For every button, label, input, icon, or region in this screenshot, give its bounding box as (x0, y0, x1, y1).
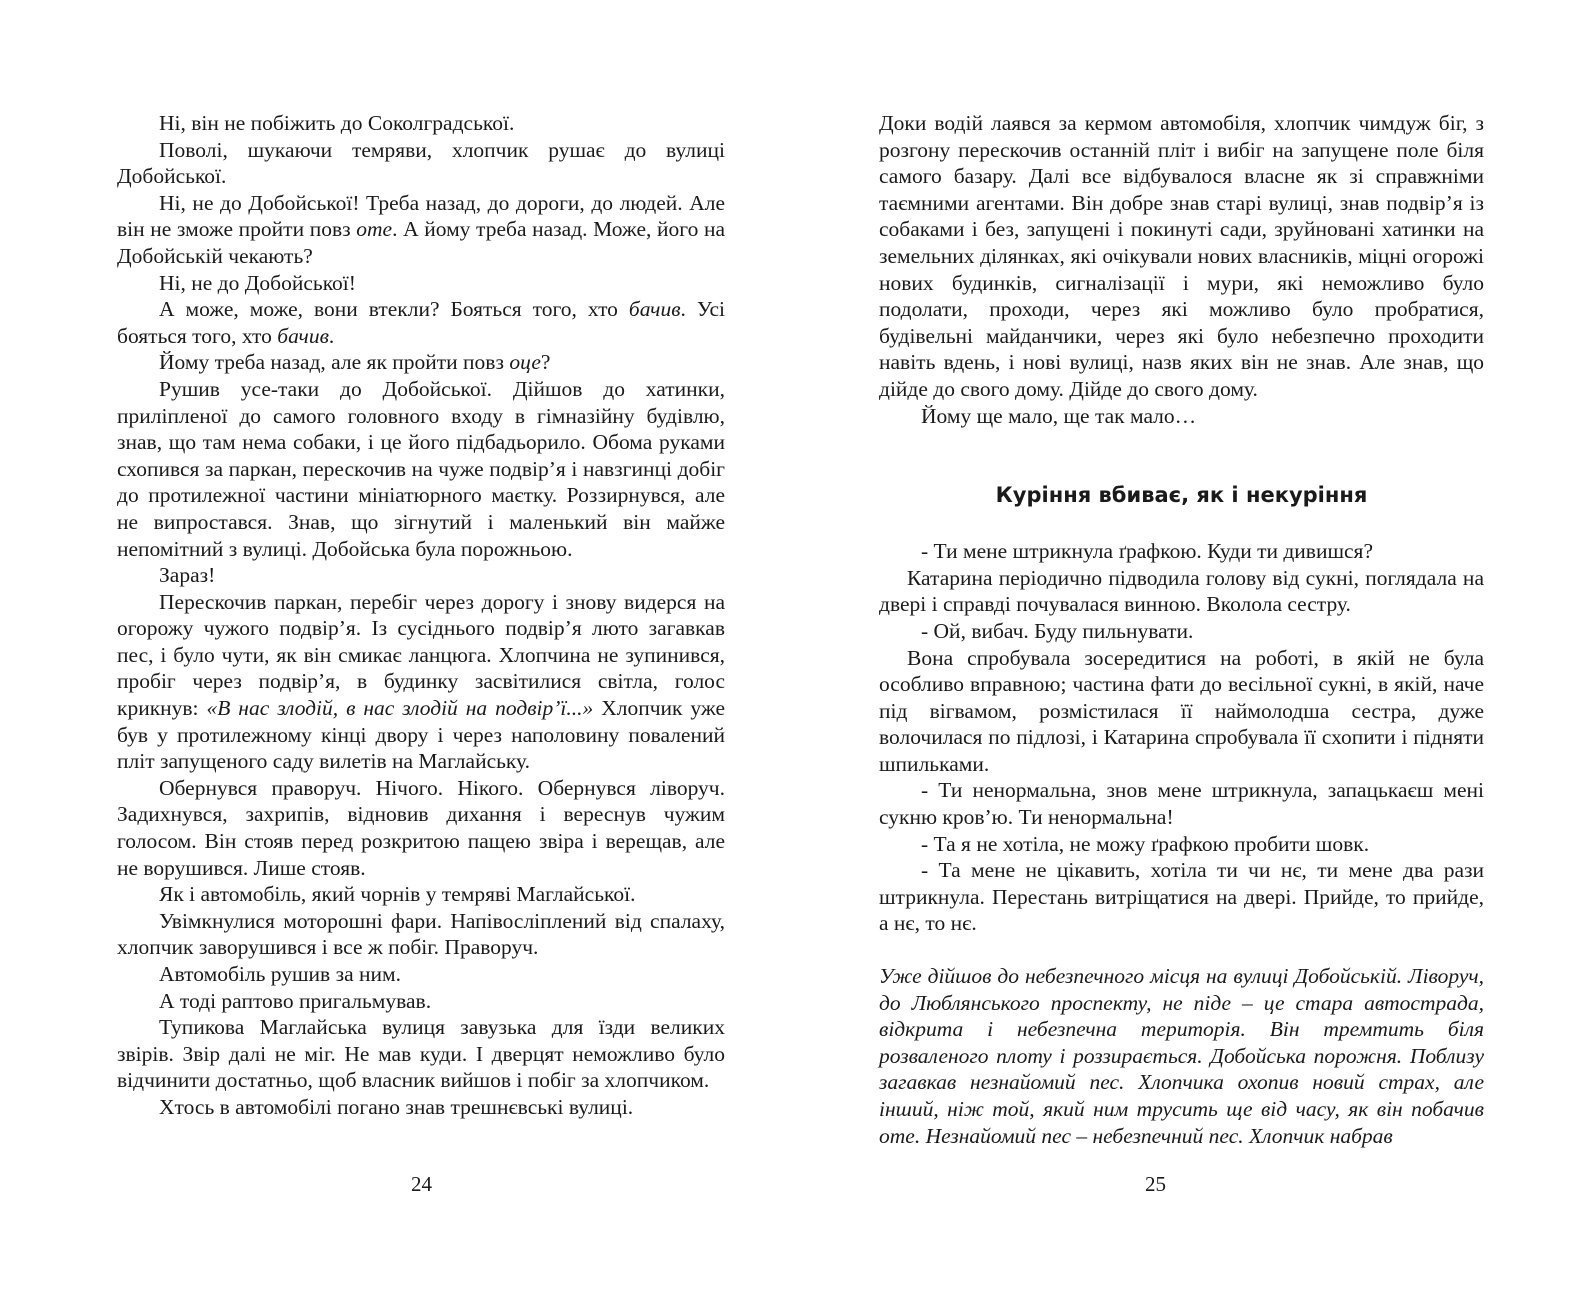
emphasis-run: оце (509, 350, 541, 375)
paragraph: Йому ще мало, ще так мало… (921, 403, 1197, 428)
text-run: . Усі бояться того, хто (117, 297, 726, 348)
italic-paragraph: Уже дійшов до небезпечного місця на вулиці Добойській. Ліворуч, до Люблянського проспекту, не піде – це стара автострада, відкрита і небезпечна територія. Він тремтить біля розваленого плоту і роззирається. Добойська порожня. Поблизу загавкав незнайомий пес. Хлопчика охопив новий страх, але інший, ніж той, який ним трусить ще від часу, як він побачив оте. Незнайомий пес – небезпечний пес. Хлопчик набрав (879, 964, 1484, 1148)
paragraph: Катарина періодично підводила голову від сукні, поглядала на двері і справді почувалася винною. Вколола сестру. (879, 565, 1484, 617)
dialog-line: - Ти ненормальна, знов мене штрикнула, запацькаєш мені сукню кров’ю. Ти ненормальна! (879, 778, 1484, 830)
paragraph: Ні, не до Добойської! (159, 270, 356, 295)
spacer (879, 509, 1484, 538)
dialog-line: - Та я не хотіла, не можу ґрафкою пробити шовк. (921, 831, 1370, 856)
text-run: Йому треба назад, але як пройти повз (159, 350, 504, 375)
spacer (879, 429, 1484, 482)
paragraph: Ні, він не побіжить до Соколградської. (159, 111, 515, 135)
page-number: 25 (1145, 1172, 1166, 1196)
text-run: Перескочив паркан, перебіг через дорогу і знову видерся на огорожу чужого подвір’я. Із сусіднього подвір’я люто загавкав пес, і було чути, як він смикає ланцюга. Хлопчина не зупинився, пробіг через подвір’я, в будинку засвітилися світла, голос крикнув: (117, 589, 725, 721)
paragraph: Поволі, шукаючи темряви, хлопчик рушає до вулиці Добойської. (117, 137, 725, 189)
text-run: він не зможе пройти повз (117, 217, 351, 242)
text-run: . (328, 323, 335, 348)
paragraph: Обернувся праворуч. Нічого. Нікого. Обернувся ліворуч. Задихнувся, захрипів, відновив дихання і вереснув чужим голосом. Він стояв перед розкритою пащею звіра і верещав, але не ворушився. Лише стояв. (117, 775, 725, 880)
paragraph: Рушив усе-таки до Добойської. Дійшов до хатинки, приліпленої до самого головного входу в гімназійну будівлю, знав, що там нема собаки, і це його підбадьорило. Обома руками схопився за паркан, перескочив на чуже подвір’я і навзгинці добіг до протилежної частини мініатюрного маєтку. Роззирнувся, але не випростався. Знав, що зігнутий і маленький він майже непомітний з вулиці. Добойська була порожньою. (117, 376, 725, 561)
text-run: Хлопчик уже був у протилежному кінці двору і через наполовину повалений пліт запущеного саду вилетів на Маглайську. (117, 696, 726, 774)
text-run: Ні, не до Добойської! Треба назад, до дороги, до людей. Але (159, 190, 725, 215)
paragraph (117, 190, 725, 270)
spacer (879, 937, 1484, 963)
right-page (797, 0, 1594, 1299)
dialog-line: - Ти мене штрикнула ґрафкою. Куди ти дивишся? (921, 539, 1373, 564)
paragraph: Вона спробувала зосередитися на роботі, в якій не була особливо вправною; частина фати до весільної сукні, в якій, наче під вігвамом, розмістилася її наймолодша сестра, дуже волочилася по підлозі, і Катарина спробувала її схопити і підняти шпильками. (879, 645, 1484, 776)
page-number: 24 (411, 1172, 432, 1196)
paragraph (117, 296, 725, 349)
paragraph: Хтось в автомобілі погано знав трешнєвські вулиці. (159, 1094, 634, 1119)
left-text-column (117, 110, 725, 1121)
paragraph: Зараз! (159, 563, 216, 588)
paragraph: Автомобіль рушив за ним. (159, 962, 401, 986)
paragraph: Як і автомобіль, який чорнів у темряві Маглайської. (159, 882, 636, 907)
emphasis-run: «В нас злодій, в нас злодій на подвір’ї...» (206, 696, 594, 721)
text-run: А може, може, вони втекли? Бояться того, хто (159, 297, 618, 322)
dialog-line: - Ой, вибач. Буду пильнувати. (921, 618, 1194, 643)
emphasis-run: бачив (277, 323, 329, 348)
right-text-column (879, 110, 1484, 1149)
paragraph (117, 349, 725, 376)
section-heading: Куріння вбиває, як і некуріння (995, 483, 1368, 508)
text-run: . А йому треба назад. Може, його на Добойській чекають? (117, 217, 726, 268)
emphasis-run: бачив (628, 297, 681, 322)
paragraph (117, 589, 725, 775)
emphasis-run: оте (356, 217, 393, 242)
paragraph: Доки водій лаявся за кермом автомобіля, хлопчик чимдуж біг, з розгону перескочив останній пліт і вибіг на запущене поле біля самого базару. Далі все відбувалося власне як зі справжніми таємними агентами. Він добре знав старі вулиці, знав подвір’я із собаками і без, запущені і покинуті сади, зруйновані хатинки на земельних ділянках, які очікували нових власників, міцні огорожі нових будинків, сигналізації і мури, які неможливо було подолати, проходи, через які можливо було пробратися, будівельні майданчики, через які було небезпечно проходити навіть вдень, і нові вулиці, назв яких він не знав. Але знав, що дійде до свого дому. Дійде до свого дому. (879, 111, 1484, 401)
dialog-line: - Та мене не цікавить, хотіла ти чи нє, ти мене два рази штрикнула. Перестань витріщатися на двері. Прийде, то прийде, а нє, то нє. (879, 858, 1484, 936)
paragraph: А тоді раптово пригальмував. (159, 988, 432, 1013)
text-run: ? (540, 350, 551, 375)
paragraph: Увімкнулися моторошні фари. Напівосліплений від спалаху, хлопчик заворушився і все ж побіг. Праворуч. (117, 908, 725, 960)
paragraph: Тупикова Маглайська вулиця завузька для їзди великих звірів. Звір далі не міг. Не мав куди. І дверцят неможливо було відчинити достатньо, щоб власник вийшов і побіг за хлопчиком. (117, 1015, 725, 1093)
